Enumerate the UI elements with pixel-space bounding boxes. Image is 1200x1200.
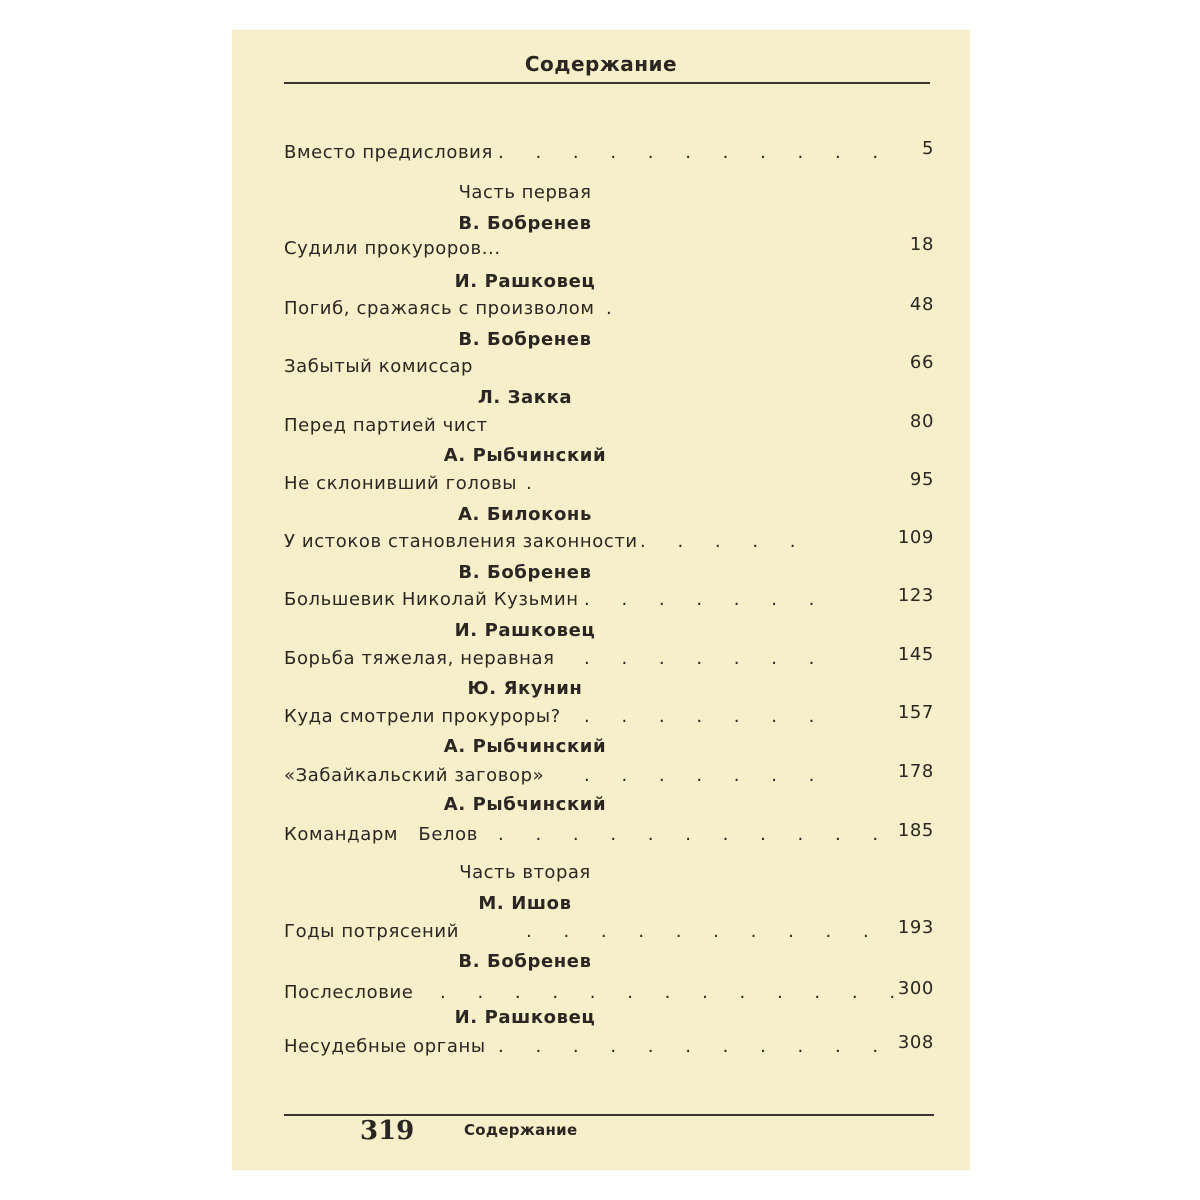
toc-entry-preface	[284, 138, 934, 168]
toc-entry-title: Борьба тяжелая, неравная	[284, 648, 555, 669]
toc-entry	[284, 234, 934, 264]
toc-entry	[284, 1032, 934, 1062]
dot-leader: . . . . . . . . . . . . .	[440, 982, 909, 1003]
book-page	[232, 30, 970, 1170]
toc-entry-page: 5	[921, 138, 934, 159]
toc-entry	[284, 917, 934, 947]
part-one-heading: Часть первая	[458, 182, 592, 203]
toc-entry-page: 18	[909, 234, 934, 255]
toc-author: А. Билоконь	[458, 504, 592, 525]
toc-entry-title: Судили прокуроров...	[284, 238, 501, 259]
toc-entry-page: 157	[897, 702, 934, 723]
part-two-heading: Часть вторая	[459, 862, 591, 883]
dot-leader: . . . . . . .	[584, 706, 828, 727]
toc-entry-page: 185	[897, 820, 934, 841]
dot-leader: . . . . . . . . . . .	[498, 1036, 892, 1057]
toc-entry-page: 123	[897, 585, 934, 606]
toc-entry	[284, 978, 934, 1008]
dot-leader: . . . . . . .	[584, 765, 828, 786]
toc-entry	[284, 644, 934, 674]
toc-entry	[284, 761, 934, 791]
toc-entry-title: Погиб, сражаясь с произволом	[284, 298, 595, 319]
toc-author: В. Бобренев	[458, 329, 592, 350]
toc-entry	[284, 469, 934, 499]
toc-entry-page: 66	[909, 352, 934, 373]
toc-entry-page: 80	[909, 411, 934, 432]
dot-leader: .	[526, 473, 545, 494]
dot-leader: . . . . . . .	[584, 648, 828, 669]
toc-entry	[284, 702, 934, 732]
dot-leader: .	[606, 298, 625, 319]
toc-entry-title: Вместо предисловия	[284, 142, 493, 163]
toc-entry	[284, 820, 934, 850]
toc-entry-title: Перед партией чист	[284, 415, 488, 436]
dot-leader: . . . . . . . . . . .	[498, 824, 892, 845]
toc-entry-page: 145	[897, 644, 934, 665]
toc-entry-page: 308	[897, 1032, 934, 1053]
toc-author: В. Бобренев	[458, 562, 592, 583]
toc-entry-title: У истоков становления законности	[284, 531, 638, 552]
toc-entry-title: Куда смотрели прокуроры?	[284, 706, 561, 727]
toc-entry-title: «Забайкальский заговор»	[284, 765, 545, 786]
footer-running-title: Содержание	[464, 1121, 578, 1139]
toc-entry-page: 178	[897, 761, 934, 782]
toc-entry-page: 109	[897, 527, 934, 548]
dot-leader: . . . . . . . . . . .	[498, 142, 892, 163]
toc-entry-page: 48	[909, 294, 934, 315]
toc-entry-title: Командарм Белов	[284, 824, 478, 845]
toc-entry-title: Несудебные органы	[284, 1036, 486, 1057]
toc-entry-page: 95	[909, 469, 934, 490]
page-header-title: Содержание	[524, 52, 678, 76]
toc-entry-title: Годы потрясений	[284, 921, 460, 942]
dot-leader: . . . . . . . . . .	[526, 921, 882, 942]
toc-author: И. Рашковец	[454, 1007, 596, 1028]
toc-author: А. Рыбчинский	[443, 736, 607, 757]
toc-entry	[284, 411, 934, 441]
toc-author: М. Ишов	[478, 893, 572, 914]
toc-author: А. Рыбчинский	[443, 445, 607, 466]
header-rule	[284, 82, 930, 84]
toc-entry-page: 193	[897, 917, 934, 938]
toc-author: И. Рашковец	[454, 620, 596, 641]
toc-entry-title: Не склонивший головы	[284, 473, 518, 494]
toc-entry-title: Большевик Николай Кузьмин	[284, 589, 579, 610]
toc-author: Ю. Якунин	[467, 678, 583, 699]
toc-author: В. Бобренев	[458, 951, 592, 972]
toc-entry	[284, 527, 934, 557]
toc-author: И. Рашковец	[454, 271, 596, 292]
toc-entry	[284, 352, 934, 382]
toc-entry	[284, 585, 934, 615]
toc-entry-title: Послесловие	[284, 982, 414, 1003]
toc-author: Л. Закка	[477, 387, 573, 408]
dot-leader: . . . . . . .	[584, 589, 828, 610]
toc-author: В. Бобренев	[458, 213, 592, 234]
footer-page-number: 319	[360, 1116, 415, 1146]
toc-author: А. Рыбчинский	[443, 794, 607, 815]
toc-entry-title: Забытый комиссар	[284, 356, 474, 377]
toc-entry	[284, 294, 934, 324]
toc-entry-page: 300	[897, 978, 934, 999]
dot-leader: . . . . .	[640, 531, 809, 552]
